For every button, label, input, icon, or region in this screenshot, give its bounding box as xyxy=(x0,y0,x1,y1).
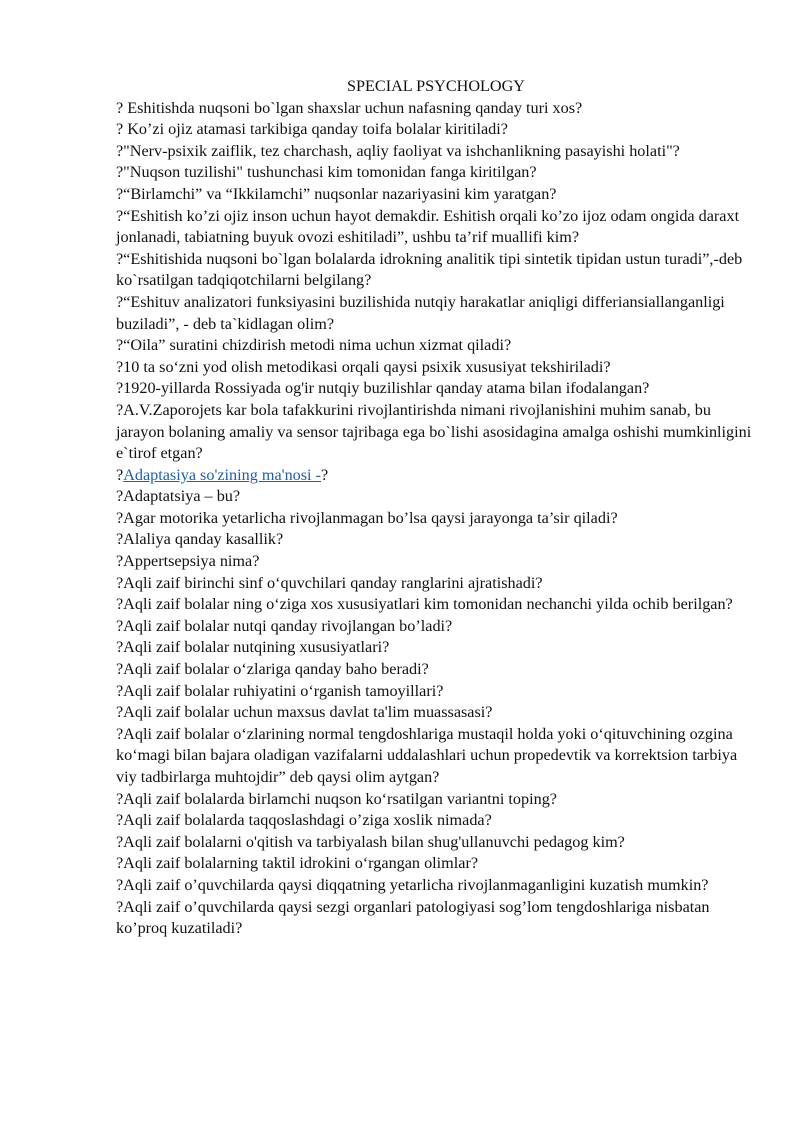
question-item: ?Aqli zaif bolalarda birlamchi nuqson ko‘rsatilgan variantni toping? xyxy=(116,789,557,808)
question-prefix: ? xyxy=(116,465,124,484)
question-item: ?Aqli zaif bolalar nutqining xususiyatlari? xyxy=(116,638,390,657)
question-item: ?Aqli zaif bolalarning taktil idrokini o‘rgangan olimlar? xyxy=(116,854,479,873)
question-item: ?"Nerv-psixik zaiflik, tez charchash, aqliy faoliyat va ishchanlikning pasayishi holati"? xyxy=(116,141,680,160)
question-item xyxy=(116,465,756,487)
question-item: ? Eshitishda nuqsoni bo`lgan shaxslar uchun nafasning qanday turi xos? xyxy=(116,98,583,117)
question-item: ?Aqli zaif bolalar ning o‘ziga xos xususiyatlari kim tomonidan nechanchi yilda ochib berilgan? xyxy=(116,595,733,614)
question-list xyxy=(116,98,756,940)
question-item: ?Adaptatsiya – bu? xyxy=(116,487,241,506)
question-item: ?A.V.Zaporojets kar bola tafakkurini rivojlantirishda nimani rivojlanishini muhim sanab, bu jarayon bolaning amaliy va sensor tajribaga ega bo`lishi asosidagina amalga oshishi mumkinligini e`tirof etgan? xyxy=(116,400,752,463)
question-item: ?“Eshitish ko’zi ojiz inson uchun hayot demakdir. Eshitish orqali ko’zo ijoz odam ongida daraxt jonlanadi, tabiatning buyuk ovozi eshitiladi”, ushbu ta’rif muallifi kim? xyxy=(116,206,740,247)
document-title: SPECIAL PSYCHOLOGY xyxy=(347,77,525,95)
question-item: ?Agar motorika yetarlicha rivojlanmagan bo’lsa qaysi jarayonga ta’sir qiladi? xyxy=(116,508,618,527)
question-item: ?Aqli zaif bolalar ruhiyatini o‘rganish tamoyillari? xyxy=(116,681,444,700)
question-link[interactable]: Adaptasiya so'zining ma'nosi - xyxy=(123,465,321,484)
question-suffix: ? xyxy=(321,465,329,484)
question-item: ?“Birlamchi” va “Ikkilamchi” nuqsonlar nazariyasini kim yaratgan? xyxy=(116,184,557,203)
question-item: ?Alaliya qanday kasallik? xyxy=(116,530,284,549)
question-item: ?10 ta so‘zni yod olish metodikasi orqali qaysi psixik xususiyat tekshiriladi? xyxy=(116,357,611,376)
question-item: ?Aqli zaif birinchi sinf o‘quvchilari qanday ranglarini ajratishadi? xyxy=(116,573,543,592)
question-item: ?Aqli zaif bolalar nutqi qanday rivojlangan bo’ladi? xyxy=(116,616,453,635)
question-item: ?Aqli zaif bolalarda taqqoslashdagi o’ziga xoslik nimada? xyxy=(116,811,492,830)
question-item: ?1920-yillarda Rossiyada og'ir nutqiy buzilishlar qanday atama bilan ifodalangan? xyxy=(116,379,650,398)
question-item: ?Aqli zaif bolalarni o'qitish va tarbiyalash bilan shug'ullanuvchi pedagog kim? xyxy=(116,832,625,851)
question-item: ?Aqli zaif o’quvchilarda qaysi sezgi organlari patologiyasi sog’lom tengdoshlariga nisbatan ko’proq kuzatiladi? xyxy=(116,897,710,938)
question-item: ?“Oila” suratini chizdirish metodi nima uchun xizmat qiladi? xyxy=(116,336,512,355)
question-item: ?"Nuqson tuzilishi" tushunchasi kim tomonidan fanga kiritilgan? xyxy=(116,163,537,182)
question-item: ?Aqli zaif bolalar uchun maxsus davlat ta'lim muassasasi? xyxy=(116,703,493,722)
question-item: ?Aqli zaif bolalar o‘zlariga qanday baho beradi? xyxy=(116,660,429,679)
question-item: ?Aqli zaif o’quvchilarda qaysi diqqatning yetarlicha rivojlanmaganligini kuzatish mumkin? xyxy=(116,875,709,894)
question-item: ?“Eshituv analizatori funksiyasini buzilishida nutqiy harakatlar aniqligi differiansiallanganligi buziladi”, - deb ta`kidlagan olim? xyxy=(116,292,725,333)
document-page xyxy=(116,76,756,940)
question-item: ? Ko’zi ojiz atamasi tarkibiga qanday toifa bolalar kiritiladi? xyxy=(116,120,508,139)
question-item: ?Aqli zaif bolalar o‘zlarining normal tengdoshlariga mustaqil holda yoki o‘qituvchining ozgina ko‘magi bilan bajara oladigan vazifalarni uddalashlari uchun propedevtik va korrektsion tarbiya viy tadbirlarga muhtojdir” deb qaysi olim aytgan? xyxy=(116,724,738,786)
question-item: ?“Eshitishida nuqsoni bo`lgan bolalarda idrokning analitik tipi sintetik tipidan ustun turadi”,-deb ko`rsatilgan tadqiqotchilarni belgilang? xyxy=(116,249,743,290)
question-item: ?Appertsepsiya nima? xyxy=(116,552,260,571)
